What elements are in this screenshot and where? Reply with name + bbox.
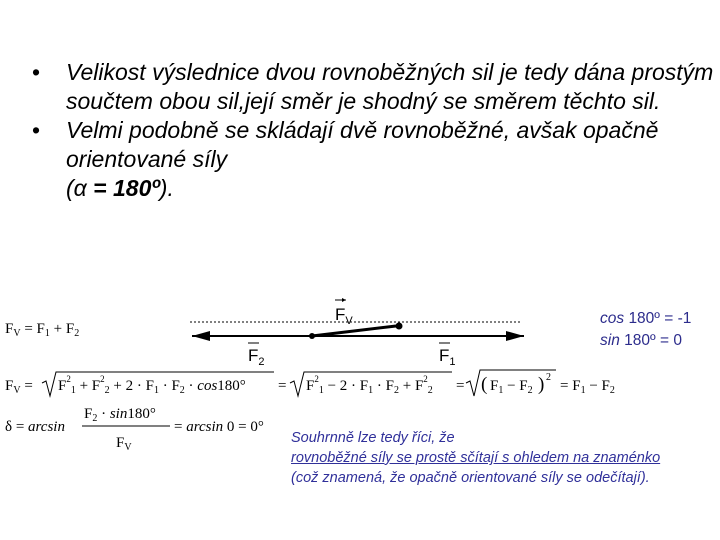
label-f2: $F_2$ [248, 346, 265, 368]
bullet-item-1 [28, 58, 718, 116]
bullet-dot: • [32, 59, 41, 85]
svg-text:FV: $F_V$ [116, 435, 132, 453]
svg-text:δ = arcsin: δ = arcsin [5, 419, 65, 435]
svg-text:(: ( [481, 374, 488, 395]
formula-1 [5, 321, 79, 339]
svg-text:=: = [278, 378, 287, 394]
svg-text:F1 − F2: $F_1 - F_2$ [490, 378, 533, 396]
arrowhead-f1 [506, 331, 524, 341]
summary-note [291, 428, 716, 488]
resultant-arrow [312, 326, 396, 336]
cos-line [600, 308, 691, 330]
sin-line [600, 330, 691, 352]
bullet-text-2b-open: (α [66, 175, 94, 201]
label-f1: $F_1$ [439, 346, 456, 368]
trig-values [600, 308, 691, 352]
force-arrows [190, 298, 524, 368]
svg-text:F2 · sin180°: $F_2 \cdot \sin 180^\circ$ [84, 406, 156, 424]
label-fv: $F_V$ [335, 305, 353, 327]
cos-function: cos [600, 310, 625, 327]
svg-text:FV = F1 + F2: $F_V = F_1 + F_2$ [5, 321, 80, 339]
arrowhead-f2 [192, 331, 210, 341]
svg-text:F21 + F22 + 2 · F1 · F2 · cos1: $F^2_1 + F^2_2 + 2 \cdot F_1 \cdot F_2 \cdot \cos 180^\circ$ [58, 374, 246, 396]
svg-text:FV =: $F_V$ = [5, 378, 33, 396]
sin-value: 180º = 0 [624, 332, 682, 349]
svg-text:= F1 − F2: = $F_1 - F_2$ [560, 378, 615, 396]
point-a [309, 333, 315, 339]
summary-line-1: Souhrnně lze tedy říci, že [291, 430, 455, 446]
bullet-text-1: Velikost výslednice dvou rovnoběžných sil je tedy dána prostým součtem obou sil,její směr je shodný se směrem těchto sil. [66, 59, 714, 114]
svg-text:): ) [538, 374, 545, 395]
bullet-item-2 [28, 116, 718, 203]
bullet-text-2a: Velmi podobně se skládají dvě rovnoběžné, avšak opačně orientované síly [66, 117, 659, 172]
svg-text:= arcsin 0 = 0°: = arcsin 0 = 0° [174, 419, 264, 435]
bullet-dot: • [32, 117, 41, 143]
sin-function: sin [600, 332, 620, 349]
formula-2 [5, 370, 615, 396]
svg-text:=: = [456, 378, 465, 394]
svg-text:F21 − 2 · F1 · F2 + F22: $F^2_1 - 2 \cdot F_1 \cdot F_2 + F^2_2$ [306, 374, 433, 396]
svg-text:2: 2 [546, 372, 551, 383]
bullet-list [28, 58, 718, 203]
formula-3 [5, 406, 264, 453]
summary-line-2: rovnoběžné síly se prostě sčítají s ohledem na znaménko [291, 450, 661, 466]
point-b [396, 323, 403, 330]
vector-bar-head-fv [342, 298, 346, 302]
bullet-text-2b-bold: = 180º [93, 175, 160, 201]
summary-line-3: (což znamená, že opačně orientované síly se odečítají). [291, 470, 650, 486]
cos-value: 180º = -1 [628, 310, 692, 327]
bullet-text-2b-close: ). [159, 175, 174, 201]
